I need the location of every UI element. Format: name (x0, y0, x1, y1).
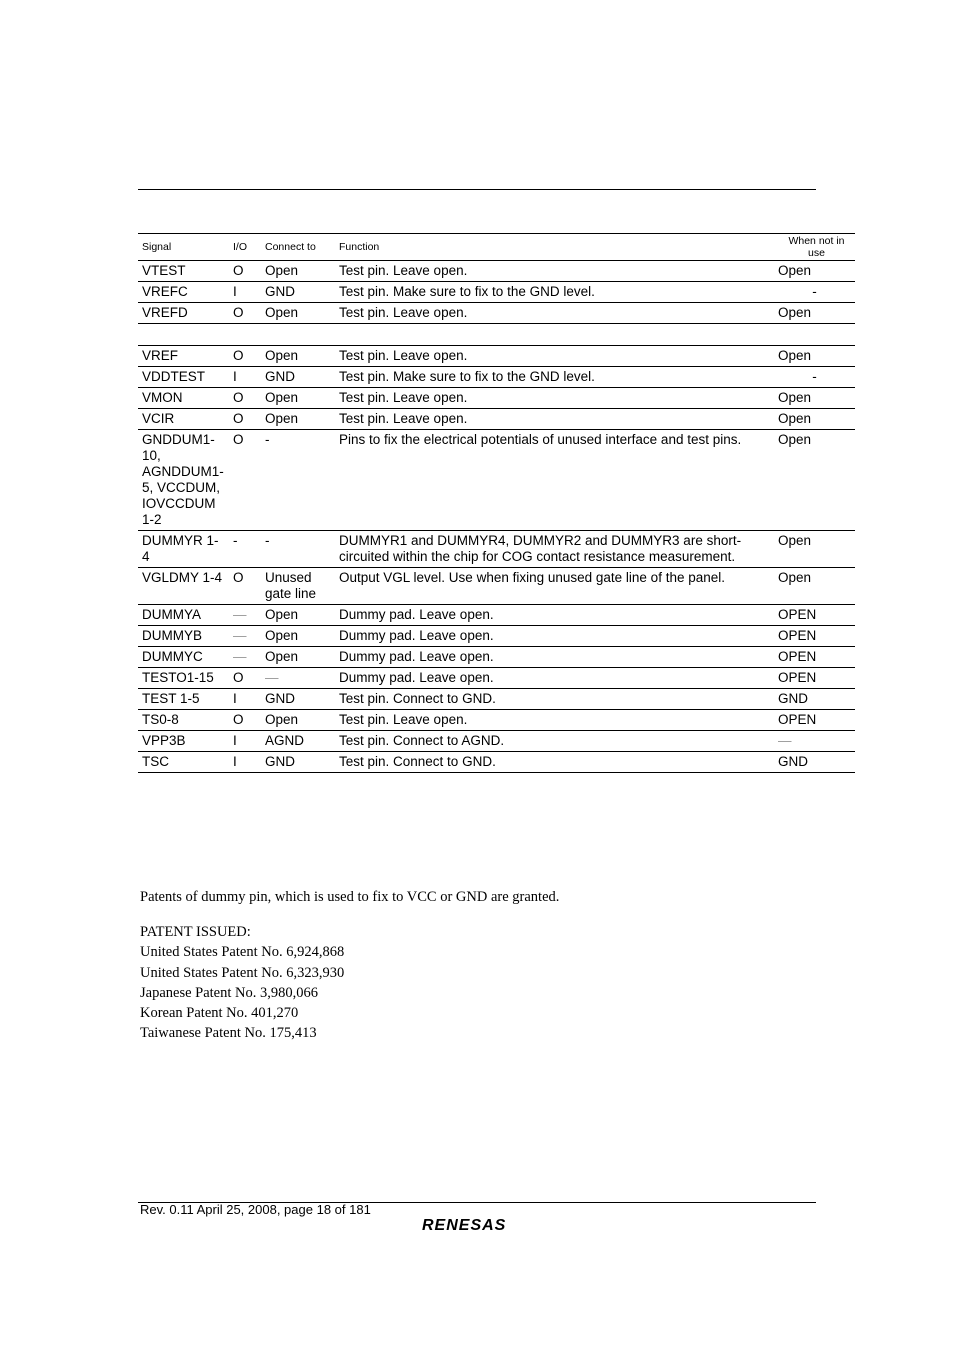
cell-signal: VREFC (138, 282, 229, 303)
cell-io: O (229, 668, 261, 689)
table-header-row (138, 234, 855, 261)
page-revision: Rev. 0.11 April 25, 2008, page 18 of 181 (140, 1202, 371, 1217)
header-function: Function (335, 234, 778, 261)
cell-io: O (229, 261, 261, 282)
cell-io: - (229, 531, 261, 568)
table-row (138, 409, 855, 430)
renesas-logo: RENESAS (422, 1217, 507, 1234)
cell-io: I (229, 752, 261, 773)
cell-function: Dummy pad. Leave open. (335, 668, 778, 689)
cell-io: I (229, 367, 261, 388)
patent-intro: Patents of dummy pin, which is used to fix to VCC or GND are granted. (140, 889, 560, 905)
cell-connect: - (261, 430, 335, 531)
cell-when-not-in-use: — (778, 731, 855, 752)
cell-when-not-in-use: OPEN (778, 668, 855, 689)
spacer-row (138, 324, 855, 346)
cell-when-not-in-use: OPEN (778, 626, 855, 647)
cell-connect: Open (261, 346, 335, 367)
cell-connect: Unused gate line (261, 568, 335, 605)
cell-when-not-in-use: OPEN (778, 647, 855, 668)
header-io: I/O (229, 234, 261, 261)
cell-connect: GND (261, 689, 335, 710)
cell-io: — (229, 647, 261, 668)
cell-connect: AGND (261, 731, 335, 752)
cell-function: Test pin. Connect to GND. (335, 752, 778, 773)
cell-when-not-in-use: Open (778, 430, 855, 531)
cell-when-not-in-use: Open (778, 531, 855, 568)
table-row (138, 752, 855, 773)
cell-signal: VDDTEST (138, 367, 229, 388)
cell-function: Test pin. Leave open. (335, 261, 778, 282)
header-when-not-in-use: When not in use (778, 234, 855, 261)
cell-io: — (229, 605, 261, 626)
cell-signal: DUMMYC (138, 647, 229, 668)
cell-connect: Open (261, 605, 335, 626)
table-row (138, 430, 855, 531)
cell-signal: DUMMYA (138, 605, 229, 626)
cell-connect: GND (261, 282, 335, 303)
cell-signal: VGLDMY 1-4 (138, 568, 229, 605)
table-row (138, 367, 855, 388)
cell-signal: GNDDUM1-10, AGNDDUM1-5, VCCDUM, IOVCCDUM 1-2 (138, 430, 229, 531)
cell-when-not-in-use: Open (778, 303, 855, 324)
cell-connect: Open (261, 626, 335, 647)
cell-io: — (229, 626, 261, 647)
cell-when-not-in-use: Open (778, 346, 855, 367)
table-row (138, 668, 855, 689)
table-row (138, 282, 855, 303)
notes-gap (140, 907, 820, 922)
cell-connect: Open (261, 388, 335, 409)
cell-connect: — (261, 668, 335, 689)
cell-function: Dummy pad. Leave open. (335, 626, 778, 647)
header-connect: Connect to (261, 234, 335, 261)
cell-io: O (229, 346, 261, 367)
cell-when-not-in-use: - (778, 282, 855, 303)
cell-function: Test pin. Leave open. (335, 388, 778, 409)
header-rule (138, 189, 816, 190)
cell-when-not-in-use: Open (778, 261, 855, 282)
cell-when-not-in-use: OPEN (778, 605, 855, 626)
cell-signal: VPP3B (138, 731, 229, 752)
table-row (138, 710, 855, 731)
cell-function: Output VGL level. Use when fixing unused gate line of the panel. (335, 568, 778, 605)
cell-function: Dummy pad. Leave open. (335, 647, 778, 668)
table-row (138, 531, 855, 568)
cell-io: O (229, 303, 261, 324)
cell-function: DUMMYR1 and DUMMYR4, DUMMYR2 and DUMMYR3 are short-circuited within the chip for COG contact resistance measurement. (335, 531, 778, 568)
cell-io: I (229, 731, 261, 752)
cell-io: O (229, 568, 261, 605)
cell-signal: TS0-8 (138, 710, 229, 731)
patent-item: Japanese Patent No. 3,980,066 (140, 984, 318, 1001)
cell-connect: Open (261, 710, 335, 731)
patent-item: United States Patent No. 6,924,868 (140, 944, 345, 961)
cell-io: O (229, 388, 261, 409)
cell-when-not-in-use: Open (778, 568, 855, 605)
cell-function: Test pin. Leave open. (335, 710, 778, 731)
cell-io: O (229, 409, 261, 430)
spacer-cell (138, 324, 855, 346)
cell-function: Test pin. Make sure to fix to the GND level. (335, 282, 778, 303)
cell-signal: VMON (138, 388, 229, 409)
table-row (138, 689, 855, 710)
cell-function: Test pin. Connect to GND. (335, 689, 778, 710)
pin-function-table (138, 233, 855, 773)
cell-when-not-in-use: Open (778, 388, 855, 409)
cell-signal: VTEST (138, 261, 229, 282)
cell-signal: DUMMYB (138, 626, 229, 647)
table-row (138, 303, 855, 324)
table-group-1 (138, 261, 855, 324)
cell-io: O (229, 710, 261, 731)
header-signal: Signal (138, 234, 229, 261)
table-row (138, 626, 855, 647)
cell-signal: VCIR (138, 409, 229, 430)
cell-connect: GND (261, 752, 335, 773)
table-row (138, 731, 855, 752)
cell-io: I (229, 282, 261, 303)
cell-connect: GND (261, 367, 335, 388)
cell-connect: Open (261, 647, 335, 668)
cell-signal: VREF (138, 346, 229, 367)
cell-when-not-in-use: OPEN (778, 710, 855, 731)
table-row (138, 388, 855, 409)
cell-function: Test pin. Make sure to fix to the GND level. (335, 367, 778, 388)
patent-item: Korean Patent No. 401,270 (140, 1005, 299, 1022)
cell-connect: - (261, 531, 335, 568)
table-row (138, 261, 855, 282)
cell-function: Dummy pad. Leave open. (335, 605, 778, 626)
cell-io: O (229, 430, 261, 531)
cell-connect: Open (261, 303, 335, 324)
cell-when-not-in-use: GND (778, 752, 855, 773)
cell-io: I (229, 689, 261, 710)
cell-connect: Open (261, 261, 335, 282)
table-row (138, 647, 855, 668)
patent-item: Taiwanese Patent No. 175,413 (140, 1025, 317, 1042)
table-row (138, 568, 855, 605)
cell-function: Test pin. Connect to AGND. (335, 731, 778, 752)
patent-item: United States Patent No. 6,323,930 (140, 964, 345, 981)
cell-when-not-in-use: GND (778, 689, 855, 710)
table-row (138, 346, 855, 367)
table-row (138, 605, 855, 626)
cell-function: Test pin. Leave open. (335, 303, 778, 324)
cell-signal: TESTO1-15 (138, 668, 229, 689)
cell-connect: Open (261, 409, 335, 430)
cell-function: Pins to fix the electrical potentials of unused interface and test pins. (335, 430, 778, 531)
cell-function: Test pin. Leave open. (335, 409, 778, 430)
table-group-2 (138, 346, 855, 773)
cell-signal: VREFD (138, 303, 229, 324)
cell-signal: TEST 1-5 (138, 689, 229, 710)
patent-heading: PATENT ISSUED: (140, 924, 251, 941)
cell-signal: DUMMYR 1-4 (138, 531, 229, 568)
patent-notes (140, 887, 820, 1043)
cell-function: Test pin. Leave open. (335, 346, 778, 367)
cell-signal: TSC (138, 752, 229, 773)
cell-when-not-in-use: - (778, 367, 855, 388)
table-spacer (138, 324, 855, 346)
cell-when-not-in-use: Open (778, 409, 855, 430)
